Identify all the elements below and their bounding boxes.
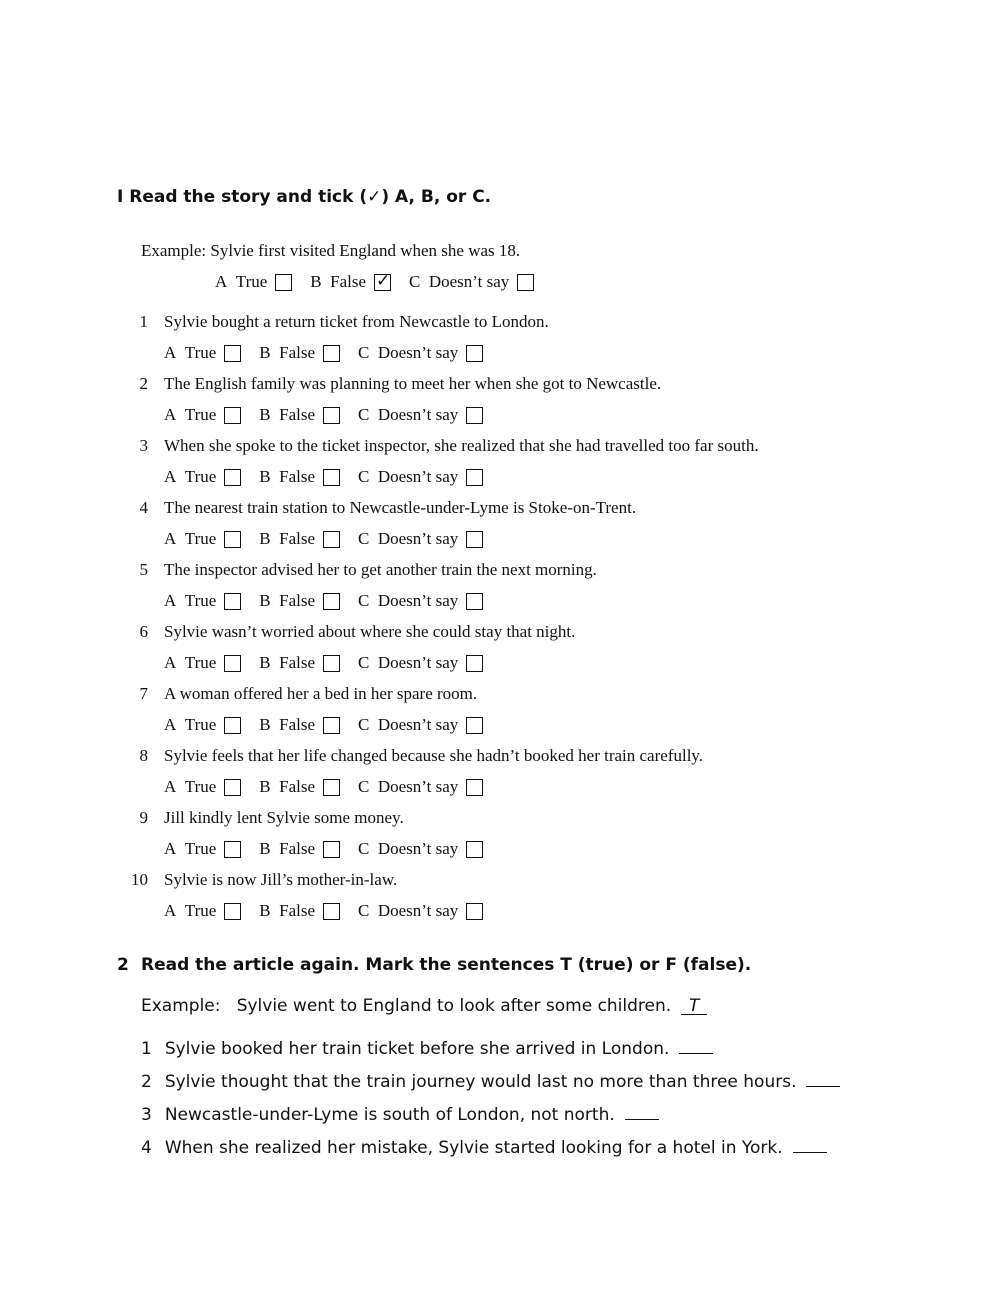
option-b: B False — [259, 467, 358, 487]
example-sentence: Sylvie went to England to look after some children. — [236, 996, 672, 1016]
checkbox[interactable] — [466, 841, 483, 858]
question-text: A woman offered her a bed in her spare room. — [164, 684, 478, 703]
checkbox[interactable] — [466, 469, 483, 486]
answer-blank[interactable] — [793, 1136, 827, 1153]
example-options — [215, 272, 552, 292]
tf-item-text: Sylvie booked her train ticket before she arrived in London. — [164, 1039, 670, 1059]
answer-options — [164, 653, 501, 673]
option-a: A True — [164, 467, 259, 487]
question-text: Sylvie wasn’t worried about where she could stay that night. — [164, 622, 576, 641]
question-text: Sylvie feels that her life changed because she hadn’t booked her train carefully. — [164, 746, 704, 765]
option-b: B False — [259, 653, 358, 673]
question-number: 8 — [139, 746, 148, 765]
checkbox[interactable] — [323, 469, 340, 486]
question-text: Sylvie is now Jill’s mother-in-law. — [164, 870, 398, 889]
checkbox[interactable] — [466, 407, 483, 424]
question-number: 3 — [139, 436, 148, 455]
checkbox[interactable] — [224, 717, 241, 734]
option-c: C Doesn’t say — [358, 653, 501, 673]
option-a: A True — [164, 529, 259, 549]
answer-options — [164, 591, 501, 611]
section1-heading: I Read the story and tick (✓) A, B, or C. — [117, 187, 492, 207]
question-text: When she spoke to the ticket inspector, she realized that she had travelled too far south. — [164, 436, 759, 455]
option-b: B False — [259, 715, 358, 735]
answer-options — [164, 839, 501, 859]
tf-item-number: 2 — [141, 1072, 152, 1092]
example-label: Example: — [141, 996, 221, 1016]
answer-blank[interactable] — [806, 1070, 840, 1087]
answer-options — [164, 467, 501, 487]
tf-item-text: When she realized her mistake, Sylvie started looking for a hotel in York. — [164, 1138, 783, 1158]
checkbox-checked[interactable] — [374, 274, 391, 291]
answer-blank[interactable] — [625, 1103, 659, 1120]
answer-options — [164, 343, 501, 363]
option-a: A True — [164, 591, 259, 611]
tf-item — [141, 1103, 659, 1125]
option-c: C Doesn’t say — [358, 715, 501, 735]
option-a: A True — [164, 901, 259, 921]
checkbox[interactable] — [466, 717, 483, 734]
checkbox[interactable] — [224, 655, 241, 672]
tf-item-text: Newcastle-under-Lyme is south of London, not north. — [164, 1105, 615, 1125]
option-b: B False — [259, 839, 358, 859]
option-c: C Doesn’t say — [358, 467, 501, 487]
checkbox[interactable] — [323, 407, 340, 424]
question-text: Jill kindly lent Sylvie some money. — [164, 808, 404, 827]
option-b: B False — [259, 405, 358, 425]
checkbox[interactable] — [224, 531, 241, 548]
question-number: 1 — [139, 312, 148, 331]
option-b: B False — [259, 777, 358, 797]
option-a: A True — [164, 839, 259, 859]
answer-options — [164, 405, 501, 425]
example-option-a: A True — [215, 272, 310, 292]
checkbox[interactable] — [224, 779, 241, 796]
option-b: B False — [259, 591, 358, 611]
option-a: A True — [164, 777, 259, 797]
checkbox[interactable] — [466, 779, 483, 796]
question-number: 4 — [139, 498, 148, 517]
option-c: C Doesn’t say — [358, 529, 501, 549]
section2-heading: Read the article again. Mark the sentences T (true) or F (false). — [141, 955, 752, 975]
option-a: A True — [164, 653, 259, 673]
example-option-c: C Doesn’t say — [409, 272, 552, 292]
checkbox[interactable] — [517, 274, 534, 291]
checkbox[interactable] — [323, 841, 340, 858]
question-number: 9 — [139, 808, 148, 827]
checkbox[interactable] — [323, 345, 340, 362]
question-number: 2 — [139, 374, 148, 393]
tf-item-text: Sylvie thought that the train journey would last no more than three hours. — [164, 1072, 797, 1092]
option-a: A True — [164, 405, 259, 425]
checkbox[interactable] — [323, 531, 340, 548]
checkbox[interactable] — [224, 903, 241, 920]
option-b: B False — [259, 529, 358, 549]
option-c: C Doesn’t say — [358, 591, 501, 611]
section2-example — [141, 996, 707, 1016]
checkbox[interactable] — [323, 717, 340, 734]
checkbox[interactable] — [323, 593, 340, 610]
option-c: C Doesn’t say — [358, 839, 501, 859]
tf-item-number: 3 — [141, 1105, 152, 1125]
checkbox[interactable] — [466, 903, 483, 920]
question-text: Sylvie bought a return ticket from Newcastle to London. — [164, 312, 549, 331]
question-text: The English family was planning to meet her when she got to Newcastle. — [164, 374, 662, 393]
question-text: The nearest train station to Newcastle-under-Lyme is Stoke-on-Trent. — [164, 498, 637, 517]
answer-options — [164, 529, 501, 549]
example-answer: T — [681, 998, 707, 1015]
option-b: B False — [259, 343, 358, 363]
checkbox[interactable] — [323, 779, 340, 796]
option-c: C Doesn’t say — [358, 777, 501, 797]
tf-item — [141, 1037, 713, 1059]
answer-options — [164, 715, 501, 735]
example-question: Example: Sylvie first visited England when she was 18. — [141, 241, 521, 260]
checkbox[interactable] — [466, 655, 483, 672]
question-number: 5 — [139, 560, 148, 579]
example-option-b: B False ✓ — [310, 272, 409, 292]
tf-item — [141, 1070, 840, 1092]
answer-options — [164, 777, 501, 797]
question-text: The inspector advised her to get another train the next morning. — [164, 560, 597, 579]
option-c: C Doesn’t say — [358, 901, 501, 921]
question-number: 7 — [139, 684, 148, 703]
checkbox[interactable] — [224, 469, 241, 486]
section2-number: 2 — [117, 955, 129, 975]
answer-blank[interactable] — [679, 1037, 713, 1054]
answer-options — [164, 901, 501, 921]
checkbox[interactable] — [224, 841, 241, 858]
question-number: 6 — [139, 622, 148, 641]
checkbox[interactable] — [323, 655, 340, 672]
checkbox[interactable] — [224, 345, 241, 362]
option-a: A True — [164, 343, 259, 363]
option-b: B False — [259, 901, 358, 921]
checkbox[interactable] — [224, 593, 241, 610]
tf-item-number: 4 — [141, 1138, 152, 1158]
question-number: 10 — [131, 870, 148, 889]
tf-item-number: 1 — [141, 1039, 152, 1059]
option-a: A True — [164, 715, 259, 735]
checkbox[interactable] — [224, 407, 241, 424]
option-c: C Doesn’t say — [358, 405, 501, 425]
checkbox[interactable] — [275, 274, 292, 291]
tf-item — [141, 1136, 827, 1158]
checkbox[interactable] — [323, 903, 340, 920]
option-c: C Doesn’t say — [358, 343, 501, 363]
checkbox[interactable] — [466, 593, 483, 610]
checkbox[interactable] — [466, 531, 483, 548]
checkbox[interactable] — [466, 345, 483, 362]
